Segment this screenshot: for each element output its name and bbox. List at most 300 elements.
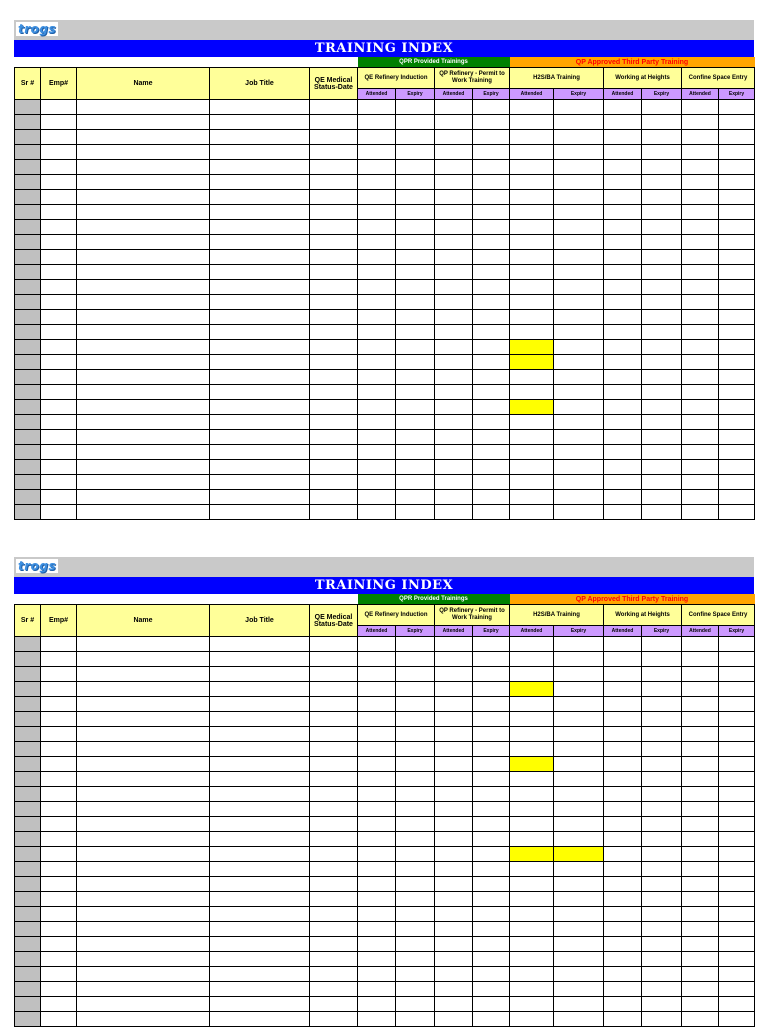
cell-sr[interactable] bbox=[15, 295, 41, 310]
table-cell[interactable] bbox=[310, 385, 358, 400]
training-date-cell[interactable] bbox=[604, 475, 642, 490]
table-cell[interactable] bbox=[210, 325, 310, 340]
table-cell[interactable] bbox=[210, 772, 310, 787]
training-date-cell[interactable] bbox=[682, 115, 719, 130]
training-date-cell[interactable] bbox=[396, 757, 435, 772]
training-date-cell[interactable] bbox=[719, 652, 755, 667]
training-date-cell[interactable] bbox=[473, 667, 510, 682]
table-cell[interactable] bbox=[41, 235, 77, 250]
table-cell[interactable] bbox=[41, 355, 77, 370]
table-cell[interactable] bbox=[77, 145, 210, 160]
training-date-cell[interactable] bbox=[473, 130, 510, 145]
cell-sr[interactable] bbox=[15, 235, 41, 250]
table-cell[interactable] bbox=[210, 712, 310, 727]
training-date-cell[interactable] bbox=[719, 952, 755, 967]
training-date-cell[interactable] bbox=[510, 742, 554, 757]
training-date-cell[interactable] bbox=[435, 460, 473, 475]
cell-sr[interactable] bbox=[15, 355, 41, 370]
training-date-cell[interactable] bbox=[642, 415, 682, 430]
training-date-cell[interactable] bbox=[396, 430, 435, 445]
training-date-cell[interactable] bbox=[473, 235, 510, 250]
training-date-cell[interactable] bbox=[435, 667, 473, 682]
table-cell[interactable] bbox=[210, 787, 310, 802]
table-cell[interactable] bbox=[310, 937, 358, 952]
table-cell[interactable] bbox=[77, 832, 210, 847]
table-cell[interactable] bbox=[210, 100, 310, 115]
training-date-cell[interactable] bbox=[396, 295, 435, 310]
table-cell[interactable] bbox=[210, 757, 310, 772]
training-date-cell[interactable] bbox=[510, 385, 554, 400]
training-date-cell[interactable] bbox=[435, 370, 473, 385]
table-cell[interactable] bbox=[77, 490, 210, 505]
training-date-cell[interactable] bbox=[554, 505, 604, 520]
training-date-cell[interactable] bbox=[510, 475, 554, 490]
training-date-cell[interactable] bbox=[682, 817, 719, 832]
table-cell[interactable] bbox=[310, 145, 358, 160]
training-date-cell[interactable] bbox=[510, 952, 554, 967]
training-date-cell[interactable] bbox=[510, 190, 554, 205]
training-date-cell[interactable] bbox=[719, 220, 755, 235]
table-cell[interactable] bbox=[310, 787, 358, 802]
table-cell[interactable] bbox=[77, 130, 210, 145]
table-cell[interactable] bbox=[310, 697, 358, 712]
training-date-cell[interactable] bbox=[682, 205, 719, 220]
training-date-cell[interactable] bbox=[604, 682, 642, 697]
cell-sr[interactable] bbox=[15, 922, 41, 937]
table-cell[interactable] bbox=[77, 772, 210, 787]
training-date-cell[interactable] bbox=[604, 190, 642, 205]
training-date-cell[interactable] bbox=[719, 460, 755, 475]
training-date-cell[interactable] bbox=[554, 727, 604, 742]
training-date-cell[interactable] bbox=[510, 430, 554, 445]
table-cell[interactable] bbox=[41, 667, 77, 682]
table-cell[interactable] bbox=[310, 370, 358, 385]
training-date-cell[interactable] bbox=[510, 175, 554, 190]
table-cell[interactable] bbox=[310, 772, 358, 787]
training-date-cell[interactable] bbox=[396, 130, 435, 145]
cell-sr[interactable] bbox=[15, 175, 41, 190]
training-date-cell[interactable] bbox=[396, 415, 435, 430]
table-cell[interactable] bbox=[210, 235, 310, 250]
training-date-cell[interactable] bbox=[682, 907, 719, 922]
table-cell[interactable] bbox=[41, 817, 77, 832]
training-date-cell[interactable] bbox=[358, 430, 396, 445]
training-date-cell[interactable] bbox=[473, 400, 510, 415]
training-date-cell[interactable] bbox=[554, 832, 604, 847]
training-date-cell[interactable] bbox=[473, 325, 510, 340]
cell-sr[interactable] bbox=[15, 757, 41, 772]
table-cell[interactable] bbox=[310, 817, 358, 832]
training-date-cell[interactable] bbox=[473, 490, 510, 505]
table-cell[interactable] bbox=[41, 415, 77, 430]
training-date-cell[interactable] bbox=[358, 862, 396, 877]
training-date-cell[interactable] bbox=[719, 697, 755, 712]
training-date-cell[interactable] bbox=[604, 667, 642, 682]
training-date-cell[interactable] bbox=[435, 682, 473, 697]
training-date-cell[interactable] bbox=[719, 265, 755, 280]
training-date-cell[interactable] bbox=[642, 370, 682, 385]
training-date-cell[interactable] bbox=[719, 115, 755, 130]
table-cell[interactable] bbox=[210, 847, 310, 862]
training-date-cell[interactable] bbox=[642, 310, 682, 325]
training-date-cell[interactable] bbox=[642, 892, 682, 907]
table-cell[interactable] bbox=[210, 907, 310, 922]
training-date-cell[interactable] bbox=[510, 1012, 554, 1027]
cell-sr[interactable] bbox=[15, 712, 41, 727]
training-date-cell[interactable] bbox=[682, 385, 719, 400]
training-date-cell[interactable] bbox=[682, 682, 719, 697]
training-date-cell[interactable] bbox=[510, 340, 554, 355]
training-date-cell[interactable] bbox=[719, 922, 755, 937]
training-date-cell[interactable] bbox=[604, 967, 642, 982]
table-cell[interactable] bbox=[210, 355, 310, 370]
training-date-cell[interactable] bbox=[554, 877, 604, 892]
training-date-cell[interactable] bbox=[554, 355, 604, 370]
training-date-cell[interactable] bbox=[358, 115, 396, 130]
table-cell[interactable] bbox=[77, 175, 210, 190]
table-cell[interactable] bbox=[77, 115, 210, 130]
training-date-cell[interactable] bbox=[642, 265, 682, 280]
training-date-cell[interactable] bbox=[554, 652, 604, 667]
training-date-cell[interactable] bbox=[510, 205, 554, 220]
training-date-cell[interactable] bbox=[435, 250, 473, 265]
training-date-cell[interactable] bbox=[435, 175, 473, 190]
training-date-cell[interactable] bbox=[604, 250, 642, 265]
training-date-cell[interactable] bbox=[682, 280, 719, 295]
training-date-cell[interactable] bbox=[435, 325, 473, 340]
cell-sr[interactable] bbox=[15, 340, 41, 355]
training-date-cell[interactable] bbox=[604, 235, 642, 250]
training-date-cell[interactable] bbox=[435, 505, 473, 520]
training-date-cell[interactable] bbox=[642, 235, 682, 250]
training-date-cell[interactable] bbox=[510, 787, 554, 802]
training-date-cell[interactable] bbox=[358, 817, 396, 832]
training-date-cell[interactable] bbox=[719, 415, 755, 430]
training-date-cell[interactable] bbox=[682, 355, 719, 370]
training-date-cell[interactable] bbox=[554, 862, 604, 877]
training-date-cell[interactable] bbox=[682, 430, 719, 445]
training-date-cell[interactable] bbox=[473, 637, 510, 652]
training-date-cell[interactable] bbox=[510, 355, 554, 370]
training-date-cell[interactable] bbox=[473, 652, 510, 667]
training-date-cell[interactable] bbox=[719, 355, 755, 370]
training-date-cell[interactable] bbox=[682, 130, 719, 145]
training-date-cell[interactable] bbox=[510, 445, 554, 460]
training-date-cell[interactable] bbox=[396, 892, 435, 907]
training-date-cell[interactable] bbox=[473, 310, 510, 325]
table-cell[interactable] bbox=[41, 400, 77, 415]
training-date-cell[interactable] bbox=[554, 400, 604, 415]
training-date-cell[interactable] bbox=[435, 295, 473, 310]
training-date-cell[interactable] bbox=[682, 757, 719, 772]
training-date-cell[interactable] bbox=[473, 727, 510, 742]
training-date-cell[interactable] bbox=[682, 160, 719, 175]
table-cell[interactable] bbox=[77, 310, 210, 325]
training-date-cell[interactable] bbox=[642, 697, 682, 712]
training-date-cell[interactable] bbox=[435, 445, 473, 460]
table-cell[interactable] bbox=[310, 445, 358, 460]
training-date-cell[interactable] bbox=[396, 325, 435, 340]
training-date-cell[interactable] bbox=[719, 250, 755, 265]
table-cell[interactable] bbox=[210, 892, 310, 907]
training-date-cell[interactable] bbox=[554, 325, 604, 340]
training-date-cell[interactable] bbox=[473, 907, 510, 922]
table-cell[interactable] bbox=[77, 997, 210, 1012]
table-cell[interactable] bbox=[77, 325, 210, 340]
cell-sr[interactable] bbox=[15, 415, 41, 430]
training-date-cell[interactable] bbox=[510, 130, 554, 145]
table-cell[interactable] bbox=[210, 460, 310, 475]
training-date-cell[interactable] bbox=[682, 847, 719, 862]
training-date-cell[interactable] bbox=[719, 145, 755, 160]
training-date-cell[interactable] bbox=[642, 295, 682, 310]
training-date-cell[interactable] bbox=[604, 757, 642, 772]
training-date-cell[interactable] bbox=[510, 325, 554, 340]
training-date-cell[interactable] bbox=[719, 682, 755, 697]
table-cell[interactable] bbox=[41, 802, 77, 817]
training-date-cell[interactable] bbox=[435, 862, 473, 877]
table-cell[interactable] bbox=[310, 235, 358, 250]
table-cell[interactable] bbox=[41, 295, 77, 310]
table-cell[interactable] bbox=[77, 637, 210, 652]
training-date-cell[interactable] bbox=[435, 430, 473, 445]
training-date-cell[interactable] bbox=[510, 295, 554, 310]
training-date-cell[interactable] bbox=[642, 652, 682, 667]
training-date-cell[interactable] bbox=[604, 160, 642, 175]
training-date-cell[interactable] bbox=[396, 862, 435, 877]
training-date-cell[interactable] bbox=[510, 505, 554, 520]
training-date-cell[interactable] bbox=[642, 340, 682, 355]
training-date-cell[interactable] bbox=[473, 115, 510, 130]
cell-sr[interactable] bbox=[15, 475, 41, 490]
training-date-cell[interactable] bbox=[642, 175, 682, 190]
table-cell[interactable] bbox=[210, 220, 310, 235]
table-cell[interactable] bbox=[310, 100, 358, 115]
training-date-cell[interactable] bbox=[435, 757, 473, 772]
training-date-cell[interactable] bbox=[358, 667, 396, 682]
table-cell[interactable] bbox=[77, 952, 210, 967]
training-date-cell[interactable] bbox=[682, 295, 719, 310]
training-date-cell[interactable] bbox=[604, 982, 642, 997]
training-date-cell[interactable] bbox=[396, 445, 435, 460]
training-date-cell[interactable] bbox=[396, 145, 435, 160]
training-date-cell[interactable] bbox=[642, 475, 682, 490]
table-cell[interactable] bbox=[210, 1012, 310, 1027]
training-date-cell[interactable] bbox=[358, 757, 396, 772]
table-cell[interactable] bbox=[77, 250, 210, 265]
training-date-cell[interactable] bbox=[642, 145, 682, 160]
training-date-cell[interactable] bbox=[604, 490, 642, 505]
training-date-cell[interactable] bbox=[510, 400, 554, 415]
table-cell[interactable] bbox=[210, 385, 310, 400]
training-date-cell[interactable] bbox=[554, 757, 604, 772]
cell-sr[interactable] bbox=[15, 787, 41, 802]
table-cell[interactable] bbox=[41, 772, 77, 787]
training-date-cell[interactable] bbox=[358, 787, 396, 802]
training-date-cell[interactable] bbox=[719, 430, 755, 445]
training-date-cell[interactable] bbox=[473, 802, 510, 817]
table-cell[interactable] bbox=[310, 1012, 358, 1027]
table-cell[interactable] bbox=[41, 175, 77, 190]
training-date-cell[interactable] bbox=[435, 817, 473, 832]
training-date-cell[interactable] bbox=[642, 355, 682, 370]
training-date-cell[interactable] bbox=[396, 205, 435, 220]
training-date-cell[interactable] bbox=[682, 445, 719, 460]
training-date-cell[interactable] bbox=[396, 727, 435, 742]
training-date-cell[interactable] bbox=[358, 682, 396, 697]
training-date-cell[interactable] bbox=[358, 982, 396, 997]
table-cell[interactable] bbox=[210, 967, 310, 982]
training-date-cell[interactable] bbox=[642, 190, 682, 205]
training-date-cell[interactable] bbox=[435, 637, 473, 652]
table-cell[interactable] bbox=[210, 160, 310, 175]
training-date-cell[interactable] bbox=[719, 742, 755, 757]
table-cell[interactable] bbox=[210, 682, 310, 697]
training-date-cell[interactable] bbox=[554, 100, 604, 115]
training-date-cell[interactable] bbox=[473, 355, 510, 370]
training-date-cell[interactable] bbox=[719, 490, 755, 505]
training-date-cell[interactable] bbox=[435, 652, 473, 667]
training-date-cell[interactable] bbox=[396, 505, 435, 520]
training-date-cell[interactable] bbox=[435, 1012, 473, 1027]
training-date-cell[interactable] bbox=[642, 997, 682, 1012]
training-date-cell[interactable] bbox=[358, 832, 396, 847]
table-cell[interactable] bbox=[210, 505, 310, 520]
training-date-cell[interactable] bbox=[473, 967, 510, 982]
training-date-cell[interactable] bbox=[358, 952, 396, 967]
training-date-cell[interactable] bbox=[642, 802, 682, 817]
training-date-cell[interactable] bbox=[554, 445, 604, 460]
training-date-cell[interactable] bbox=[554, 190, 604, 205]
training-date-cell[interactable] bbox=[358, 250, 396, 265]
training-date-cell[interactable] bbox=[473, 982, 510, 997]
training-date-cell[interactable] bbox=[510, 100, 554, 115]
table-cell[interactable] bbox=[41, 190, 77, 205]
training-date-cell[interactable] bbox=[510, 877, 554, 892]
cell-sr[interactable] bbox=[15, 220, 41, 235]
training-date-cell[interactable] bbox=[719, 832, 755, 847]
training-date-cell[interactable] bbox=[358, 637, 396, 652]
training-date-cell[interactable] bbox=[604, 922, 642, 937]
training-date-cell[interactable] bbox=[682, 325, 719, 340]
table-cell[interactable] bbox=[41, 787, 77, 802]
table-cell[interactable] bbox=[77, 652, 210, 667]
table-cell[interactable] bbox=[41, 265, 77, 280]
training-date-cell[interactable] bbox=[554, 310, 604, 325]
training-date-cell[interactable] bbox=[682, 175, 719, 190]
training-date-cell[interactable] bbox=[604, 295, 642, 310]
training-date-cell[interactable] bbox=[642, 460, 682, 475]
training-date-cell[interactable] bbox=[554, 907, 604, 922]
training-date-cell[interactable] bbox=[604, 652, 642, 667]
training-date-cell[interactable] bbox=[473, 370, 510, 385]
training-date-cell[interactable] bbox=[396, 847, 435, 862]
training-date-cell[interactable] bbox=[473, 460, 510, 475]
training-date-cell[interactable] bbox=[682, 877, 719, 892]
training-date-cell[interactable] bbox=[510, 265, 554, 280]
training-date-cell[interactable] bbox=[435, 952, 473, 967]
training-date-cell[interactable] bbox=[435, 220, 473, 235]
table-cell[interactable] bbox=[210, 937, 310, 952]
table-cell[interactable] bbox=[41, 250, 77, 265]
training-date-cell[interactable] bbox=[604, 952, 642, 967]
table-cell[interactable] bbox=[210, 400, 310, 415]
training-date-cell[interactable] bbox=[358, 340, 396, 355]
training-date-cell[interactable] bbox=[642, 505, 682, 520]
training-date-cell[interactable] bbox=[719, 637, 755, 652]
training-date-cell[interactable] bbox=[642, 727, 682, 742]
table-cell[interactable] bbox=[41, 697, 77, 712]
table-cell[interactable] bbox=[310, 415, 358, 430]
training-date-cell[interactable] bbox=[719, 757, 755, 772]
training-date-cell[interactable] bbox=[719, 667, 755, 682]
table-cell[interactable] bbox=[310, 475, 358, 490]
training-date-cell[interactable] bbox=[510, 310, 554, 325]
training-date-cell[interactable] bbox=[719, 817, 755, 832]
table-cell[interactable] bbox=[77, 1012, 210, 1027]
cell-sr[interactable] bbox=[15, 505, 41, 520]
training-date-cell[interactable] bbox=[604, 802, 642, 817]
training-date-cell[interactable] bbox=[604, 100, 642, 115]
table-cell[interactable] bbox=[210, 250, 310, 265]
training-date-cell[interactable] bbox=[396, 937, 435, 952]
training-date-cell[interactable] bbox=[473, 937, 510, 952]
training-date-cell[interactable] bbox=[396, 802, 435, 817]
training-date-cell[interactable] bbox=[396, 340, 435, 355]
training-date-cell[interactable] bbox=[604, 445, 642, 460]
training-date-cell[interactable] bbox=[554, 250, 604, 265]
table-cell[interactable] bbox=[41, 967, 77, 982]
training-date-cell[interactable] bbox=[473, 757, 510, 772]
table-cell[interactable] bbox=[41, 460, 77, 475]
table-cell[interactable] bbox=[41, 475, 77, 490]
training-date-cell[interactable] bbox=[554, 280, 604, 295]
table-cell[interactable] bbox=[77, 430, 210, 445]
training-date-cell[interactable] bbox=[358, 937, 396, 952]
table-cell[interactable] bbox=[77, 787, 210, 802]
training-date-cell[interactable] bbox=[682, 1012, 719, 1027]
training-date-cell[interactable] bbox=[358, 847, 396, 862]
training-date-cell[interactable] bbox=[554, 265, 604, 280]
training-date-cell[interactable] bbox=[510, 490, 554, 505]
training-date-cell[interactable] bbox=[435, 892, 473, 907]
table-cell[interactable] bbox=[41, 922, 77, 937]
table-cell[interactable] bbox=[210, 862, 310, 877]
training-date-cell[interactable] bbox=[604, 205, 642, 220]
training-date-cell[interactable] bbox=[642, 847, 682, 862]
training-date-cell[interactable] bbox=[510, 370, 554, 385]
table-cell[interactable] bbox=[77, 475, 210, 490]
table-cell[interactable] bbox=[77, 802, 210, 817]
training-date-cell[interactable] bbox=[358, 652, 396, 667]
training-date-cell[interactable] bbox=[642, 922, 682, 937]
training-date-cell[interactable] bbox=[682, 937, 719, 952]
training-date-cell[interactable] bbox=[642, 445, 682, 460]
training-date-cell[interactable] bbox=[682, 490, 719, 505]
training-date-cell[interactable] bbox=[473, 892, 510, 907]
training-date-cell[interactable] bbox=[358, 205, 396, 220]
training-date-cell[interactable] bbox=[604, 697, 642, 712]
training-date-cell[interactable] bbox=[396, 832, 435, 847]
table-cell[interactable] bbox=[310, 652, 358, 667]
table-cell[interactable] bbox=[77, 967, 210, 982]
training-date-cell[interactable] bbox=[554, 475, 604, 490]
table-cell[interactable] bbox=[310, 310, 358, 325]
training-date-cell[interactable] bbox=[642, 115, 682, 130]
table-cell[interactable] bbox=[310, 430, 358, 445]
training-date-cell[interactable] bbox=[435, 997, 473, 1012]
cell-sr[interactable] bbox=[15, 952, 41, 967]
